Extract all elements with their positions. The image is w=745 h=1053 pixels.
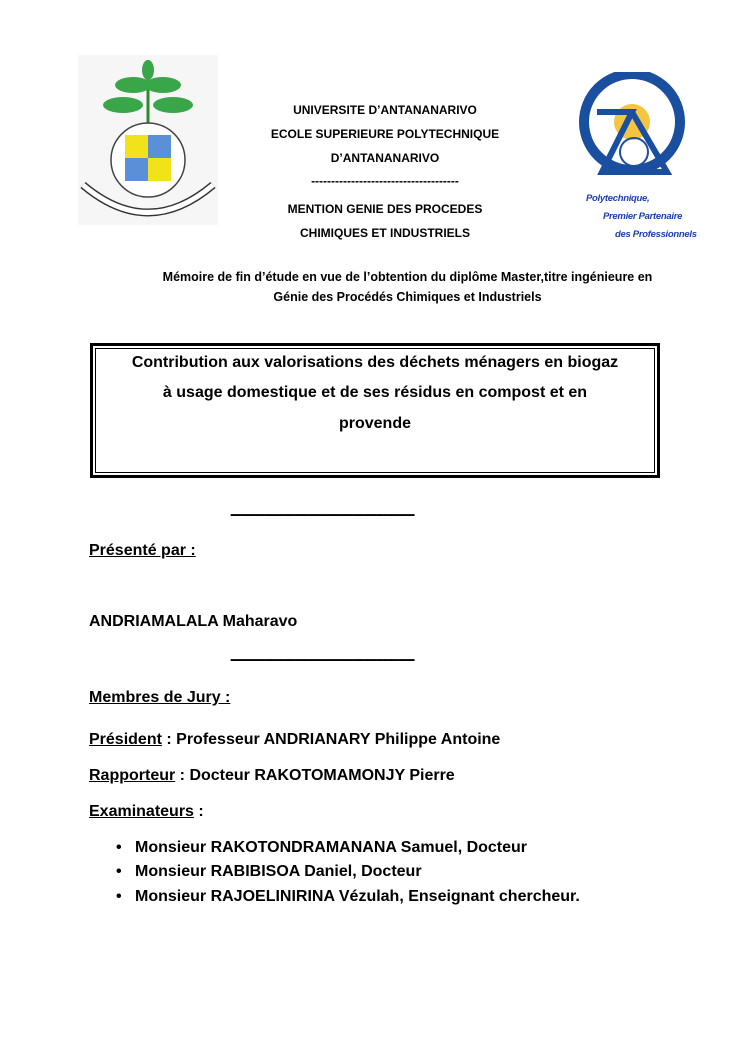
presented-by-label: Présenté par : — [89, 542, 196, 559]
tagline-2: Premier Partenaire — [603, 211, 683, 222]
president-role: Président — [89, 731, 162, 748]
title-line3: provende — [338, 415, 411, 432]
tagline-1: Polytechnique, — [586, 193, 650, 204]
president-name: : Professeur ANDRIANARY Philippe Antoine — [161, 731, 501, 748]
rapporteur-line — [89, 767, 455, 785]
president-line — [89, 731, 500, 749]
examiner-name: Monsieur RAKOTONDRAMANANA Samuel, Docteur — [135, 839, 528, 856]
university-name: UNIVERSITE D’ANTANANARIVO — [293, 103, 477, 117]
rapporteur-role: Rapporteur — [89, 767, 176, 784]
mention-line1: MENTION GENIE DES PROCEDES — [287, 202, 483, 216]
memoire-line2: Génie des Procédés Chimiques et Industriels — [273, 290, 542, 304]
polytechnique-logo — [572, 72, 692, 182]
examiner-item — [116, 863, 422, 881]
rapporteur-name: : Docteur RAKOTOMAMONJY Pierre — [175, 767, 455, 784]
bullet-icon: • — [116, 888, 122, 905]
examiner-name: Monsieur RAJOELINIRINA Vézulah, Enseignant chercheur. — [135, 888, 580, 905]
memoire-line1: Mémoire de fin d’étude en vue de l’obtention du diplôme Master,titre ingénieure en — [162, 270, 653, 284]
author-name: ANDRIAMALALA Maharavo — [89, 613, 298, 630]
mention-line2: CHIMIQUES ET INDUSTRIELS — [299, 226, 470, 240]
examinateurs-line — [89, 803, 204, 821]
title-line1: Contribution aux valorisations des déchets ménagers en biogaz — [131, 354, 619, 371]
jury-label: Membres de Jury : — [89, 689, 231, 706]
school-name-line2: D’ANTANANARIVO — [330, 151, 440, 165]
separator-1: ------------------------------------------------ — [230, 506, 414, 523]
examinateurs-role: Examinateurs — [89, 803, 194, 820]
examiner-item — [116, 888, 580, 906]
examinateurs-suffix: : — [193, 803, 204, 820]
examiner-name: Monsieur RABIBISOA Daniel, Docteur — [135, 863, 422, 880]
tagline-3: des Professionnels — [615, 229, 697, 240]
university-logo — [78, 55, 218, 225]
title-line2: à usage domestique et de ses résidus en compost et en — [162, 384, 588, 401]
examiner-item — [116, 839, 527, 857]
school-name-line1: ECOLE SUPERIEURE POLYTECHNIQUE — [270, 127, 500, 141]
separator-2: ------------------------------------------------ — [230, 651, 414, 668]
bullet-icon: • — [116, 863, 122, 880]
bullet-icon: • — [116, 839, 122, 856]
header-separator: ------------------------------------- — [311, 174, 459, 188]
